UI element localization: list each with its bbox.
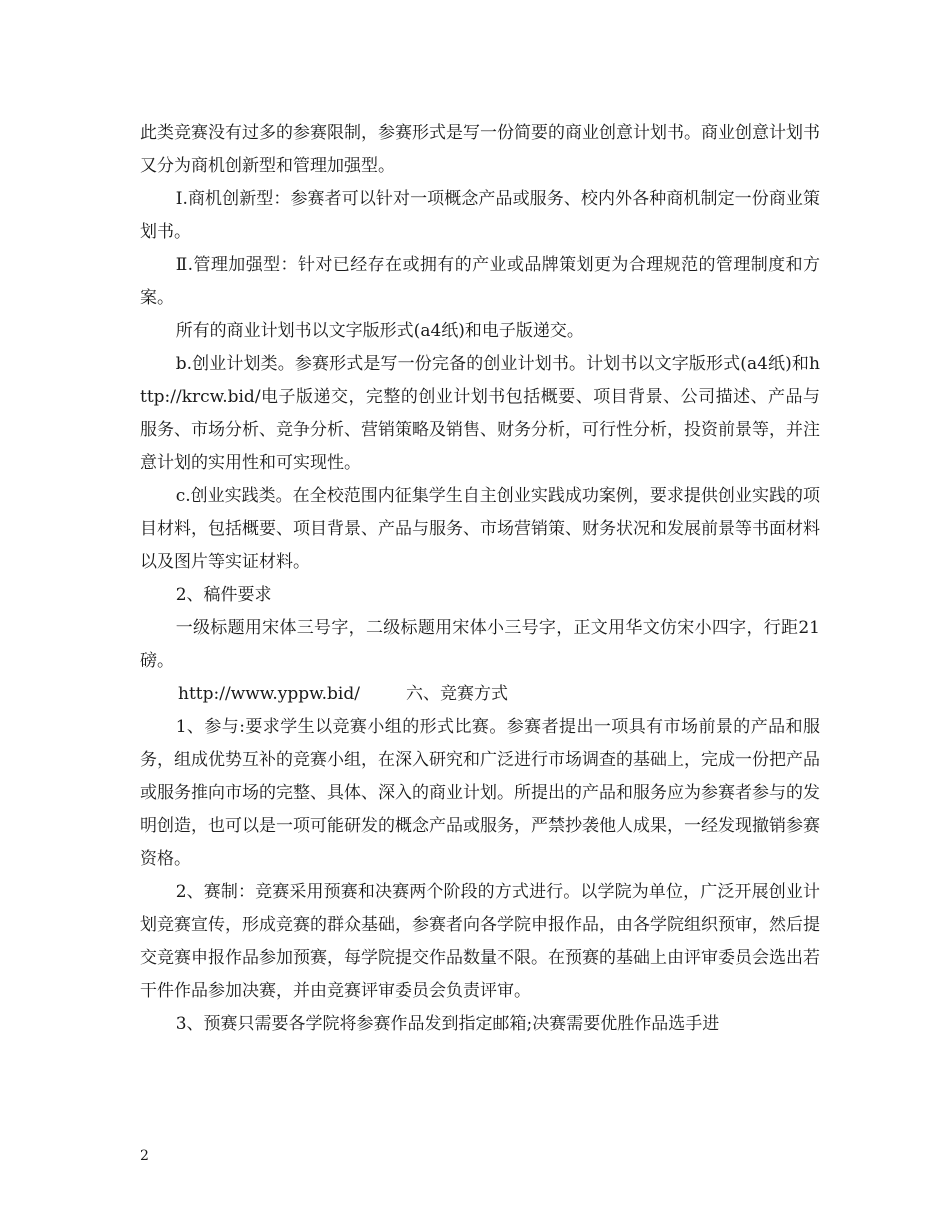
paragraph-type-1: Ⅰ.商机创新型：参赛者可以针对一项概念产品或服务、校内外各种商机制定一份商业策划书。 [140, 189, 820, 242]
page-number: 2 [140, 1148, 149, 1164]
link-text[interactable]: http://www.yppw.bid/ [178, 684, 360, 704]
section-heading-competition: 六、竞赛方式 [405, 684, 508, 704]
document-body [140, 117, 820, 1041]
paragraph-participation: 1、参与:要求学生以竞赛小组的形式比赛。参赛者提出一项具有市场前景的产品和服务，组成优势互补的竞赛小组，在深入研究和广泛进行市场调查的基础上，完成一份把产品或服务推向市场的完整、具体、深入的商业计划。所提出的产品和服务应为参赛者参与的发明创造，也可以是一项可能研发的概念产品或服务，严禁抄袭他人成果，一经发现撤销参赛资格。 [140, 717, 820, 869]
paragraph-business-plan: b.创业计划类。参赛形式是写一份完备的创业计划书。计划书以文字版形式(a4纸)和http://krcw.bid/电子版递交，完整的创业计划书包括概要、项目背景、公司描述、产品与服务、市场分析、竞争分析、营销策略及销售、财务分析，可行性分析，投资前景等，并注意计划的实用性和可实现性。 [140, 354, 820, 473]
paragraph-format: 一级标题用宋体三号字，二级标题用宋体小三号字，正文用华文仿宋小四字，行距21磅。 [140, 618, 820, 671]
paragraph-intro: 此类竞赛没有过多的参赛限制，参赛形式是写一份简要的商业创意计划书。商业创意计划书又分为商机创新型和管理加强型。 [140, 123, 820, 176]
paragraph-practice: c.创业实践类。在全校范围内征集学生自主创业实践成功案例，要求提供创业实践的项目材料，包括概要、项目背景、产品与服务、市场营销策、财务状况和发展前景等书面材料以及图片等实证材料。 [140, 486, 820, 572]
paragraph-submission: 所有的商业计划书以文字版形式(a4纸)和电子版递交。 [175, 321, 584, 341]
paragraph-type-2: Ⅱ.管理加强型：针对已经存在或拥有的产业或品牌策划更为合理规范的管理制度和方案。 [140, 255, 820, 308]
paragraph-preliminary: 3、预赛只需要各学院将参赛作品发到指定邮箱;决赛需要优胜作品选手进 [175, 1014, 720, 1034]
link-heading-line [140, 678, 820, 711]
section-heading-manuscript: 2、稿件要求 [175, 585, 272, 605]
paragraph-format-rules: 2、赛制：竞赛采用预赛和决赛两个阶段的方式进行。以学院为单位，广泛开展创业计划竞赛宣传，形成竞赛的群众基础，参赛者向各学院申报作品，由各学院组织预审，然后提交竞赛申报作品参加预赛，每学院提交作品数量不限。在预赛的基础上由评审委员会选出若干件作品参加决赛，并由竞赛评审委员会负责评审。 [140, 882, 820, 1001]
